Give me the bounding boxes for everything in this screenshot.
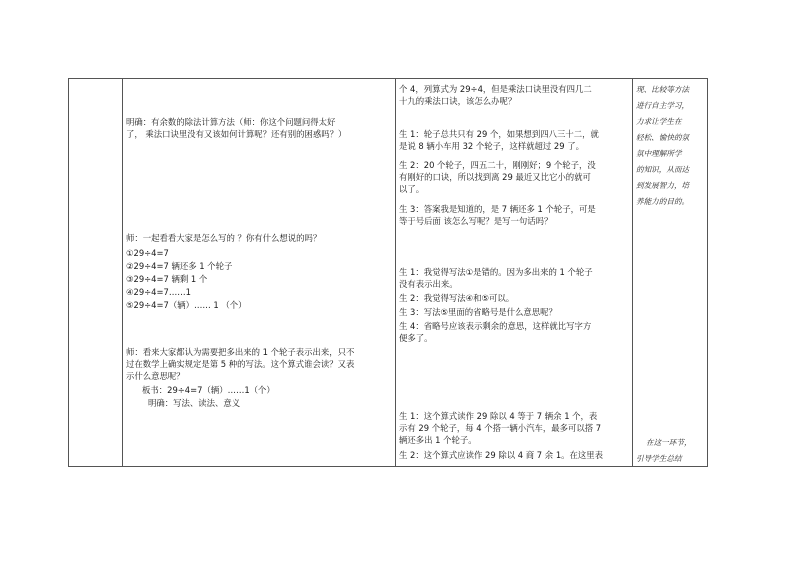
student-answer-line: 有刚好的口诀，所以找到离 29 最近又比它小的就可 [399,172,591,182]
intent-line: 氛中理解所学 [636,149,682,158]
student-activity-column [395,79,632,466]
writing-option: ⑤29÷4=7（辆）…… 1 （个） [126,300,247,310]
writing-option: ①29÷4=7 [126,248,169,258]
lesson-plan-table [68,78,708,467]
teacher-summary-line: 示什么意思呢？ [126,371,185,381]
student-answer-line: 生 3：答案我是知道的，是 7 辆还多 1 个轮子，可是 [399,204,596,214]
student-answer-line: 辆还多出 1 个轮子。 [399,435,477,445]
design-intent-column [632,79,709,466]
clarify-line: 明确：写法、读法、意义 [148,398,241,408]
student-answer-line: 便多了。 [399,333,433,343]
student-answer-line: 生 1：我觉得写法①是错的。因为多出来的 1 个轮子 [399,267,593,277]
intent-line: 现、比较等方法 [636,85,690,94]
student-answer-line: 生 1：轮子总共只有 29 个，如果想到四八三十二，就 [399,129,599,139]
teacher-summary-line: 过在数学上确实规定是第 5 种的写法。这个算式谁会读？又表 [126,359,355,369]
student-answer-line: 示有 29 个轮子，每 4 个搭一辆小汽车，最多可以搭 7 [399,423,602,433]
student-text-line: 十九的乘法口诀，该怎么办呢？ [399,96,517,106]
clarify-line: 明确：有余数的除法计算方法（师：你这个问题问得太好 [126,117,336,127]
intent-line: 力求让学生在 [636,117,682,126]
student-answer-line: 生 2：20 个轮子，四五二十，刚刚好；9 个轮子，没 [399,160,596,170]
student-answer-line: 生 4：省略号应该表示剩余的意思，这样就比写字方 [399,321,592,331]
board-writing: 板书：29÷4=7（辆）……1（个） [142,385,275,395]
intent-line: 引导学生总结 [636,454,682,463]
writing-option: ③29÷4=7 辆剩 1 个 [126,274,208,284]
intent-line: 的知识，从而达 [636,165,690,174]
teacher-question: 师：一起看看大家是怎么写的 ？你有什么想说的吗？ [126,233,322,243]
student-answer-line: 生 2：我觉得写法④和⑤可以。 [399,293,515,303]
writing-option: ④29÷4=7……1 [126,287,191,297]
intent-line: 养能力的目的。 [636,197,690,206]
student-answer-line: 是说 8 辆小车用 32 个轮子，这样就超过 29 了。 [399,141,584,151]
teacher-summary-line: 师：看来大家都认为需要把多出来的 1 个轮子表示出来，只不 [126,347,355,357]
teacher-activity-column [122,79,395,466]
student-answer-line: 生 2：这个算式应读作 29 除以 4 商 7 余 1。在这里表 [399,450,604,460]
intent-line: 在这一环节， [646,438,692,447]
student-answer-line: 生 1：这个算式读作 29 除以 4 等于 7 辆余 1 个，表 [399,411,598,421]
student-answer-line: 等于号后面 该怎么写呢？是写一句话吗？ [399,216,553,226]
student-answer-line: 没有表示出来。 [399,279,458,289]
intent-line: 轻松、愉快的氛 [636,133,690,142]
clarify-line: 了， 乘法口诀里没有又该如何计算呢？还有别的困惑吗？） [126,129,347,139]
student-answer-line: 生 3：写法⑤里面的省略号是什么意思呢？ [399,307,557,317]
section-column [69,79,122,466]
writing-option: ②29÷4=7 辆还多 1 个轮子 [126,261,233,271]
student-answer-line: 以了。 [399,184,425,194]
intent-line: 到发展智力，培 [636,181,690,190]
student-text-line: 个 4，列算式为 29÷4，但是乘法口诀里没有四几二 [399,84,592,94]
intent-line: 进行自主学习， [636,101,690,110]
